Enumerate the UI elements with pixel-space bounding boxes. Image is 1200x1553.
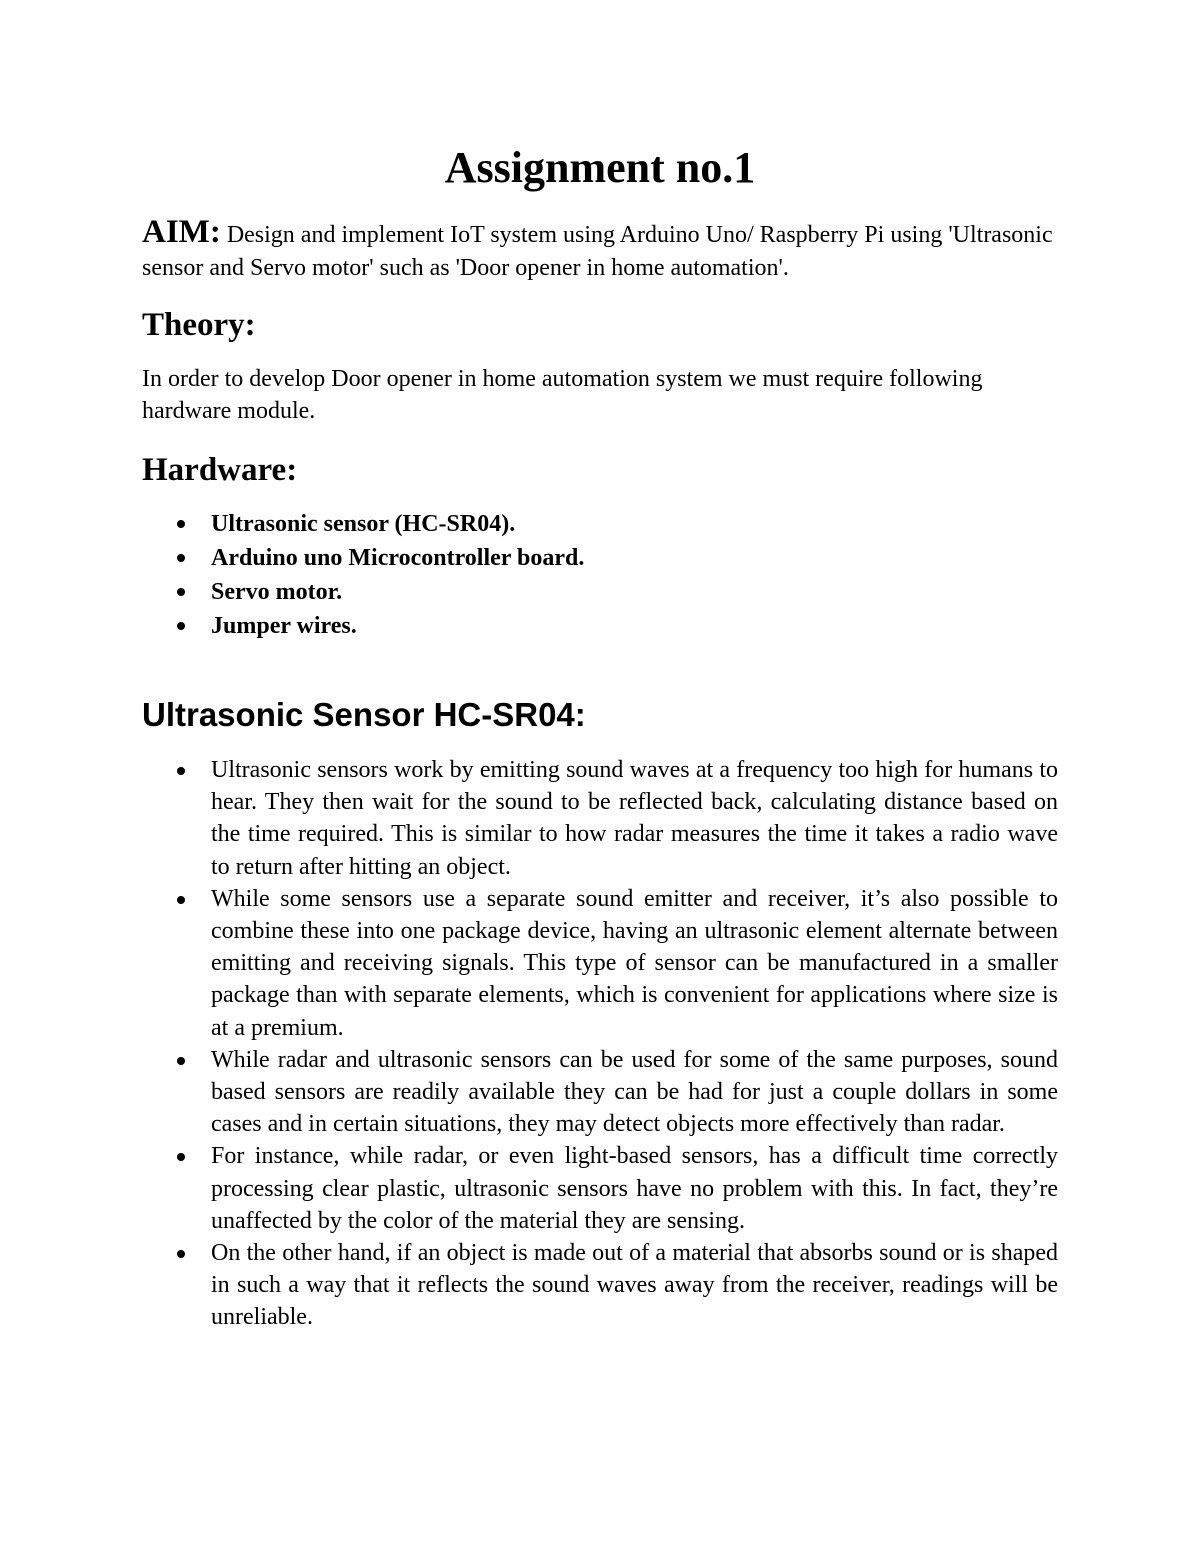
bullet-icon [177, 896, 185, 904]
list-item [142, 575, 1058, 609]
bullet-icon [177, 1250, 185, 1258]
ultrasonic-item-text: For instance, while radar, or even light-based sensors, has a difficult time correctly processing clear plastic, ultrasonic sensors have no problem with this. In fact, they’re unaffected by the color of the material they are sensing. [211, 1143, 1058, 1234]
aim-text: Design and implement IoT system using Arduino Uno/ Raspberry Pi using 'Ultrasonic sensor and Servo motor' such as 'Door opener in home automation'. [142, 222, 1053, 281]
hardware-item-text: Jumper wires. [211, 613, 357, 639]
list-item [142, 754, 1058, 883]
list-item [142, 507, 1058, 541]
hardware-list [142, 507, 1058, 643]
bullet-icon [177, 622, 185, 630]
list-item [142, 1140, 1058, 1237]
bullet-icon [177, 588, 185, 596]
hardware-item-text: Arduino uno Microcontroller board. [211, 545, 585, 571]
list-item [142, 1237, 1058, 1334]
aim-paragraph [142, 216, 1072, 285]
page-title: Assignment no.1 [444, 143, 756, 192]
list-item [142, 883, 1058, 1044]
ultrasonic-item-text: On the other hand, if an object is made out of a material that absorbs sound or is shaped in such a way that it reflects the sound waves away from the receiver, readings will be unreliable. [211, 1240, 1058, 1331]
aim-label: AIM: [142, 214, 221, 250]
bullet-icon [177, 520, 185, 528]
theory-heading: Theory: [142, 307, 256, 343]
ultrasonic-item-text: While radar and ultrasonic sensors can be used for some of the same purposes, sound based sensors are readily available they can be had for just a couple dollars in some cases and in certain situations, they may detect objects more effectively than radar. [211, 1046, 1058, 1138]
hardware-heading: Hardware: [142, 452, 298, 488]
ultrasonic-item-text: Ultrasonic sensors work by emitting sound waves at a frequency too high for humans to hear. They then wait for the sound to be reflected back, calculating distance based on the time required. This is similar to how radar measures the time it takes a radio wave to return after hitting an object. [211, 757, 1058, 880]
ultrasonic-heading: Ultrasonic Sensor HC-SR04: [142, 696, 586, 733]
hardware-item-text: Servo motor. [211, 579, 343, 605]
list-item [142, 541, 1058, 575]
list-item [142, 609, 1058, 643]
bullet-icon [177, 554, 185, 562]
theory-paragraph: In order to develop Door opener in home automation system we must require following hardware module. [142, 366, 983, 424]
ultrasonic-list [142, 754, 1058, 1334]
bullet-icon [177, 767, 185, 775]
bullet-icon [177, 1153, 185, 1161]
bullet-icon [177, 1057, 185, 1065]
list-item [142, 1044, 1058, 1141]
hardware-item-text: Ultrasonic sensor (HC-SR04). [211, 511, 516, 537]
ultrasonic-item-text: While some sensors use a separate sound emitter and receiver, it’s also possible to combine these into one package device, having an ultrasonic element alternate between emitting and receiving signals. This type of sensor can be manufactured in a smaller package than with separate elements, which is convenient for applications where size is at a premium. [211, 885, 1058, 1041]
